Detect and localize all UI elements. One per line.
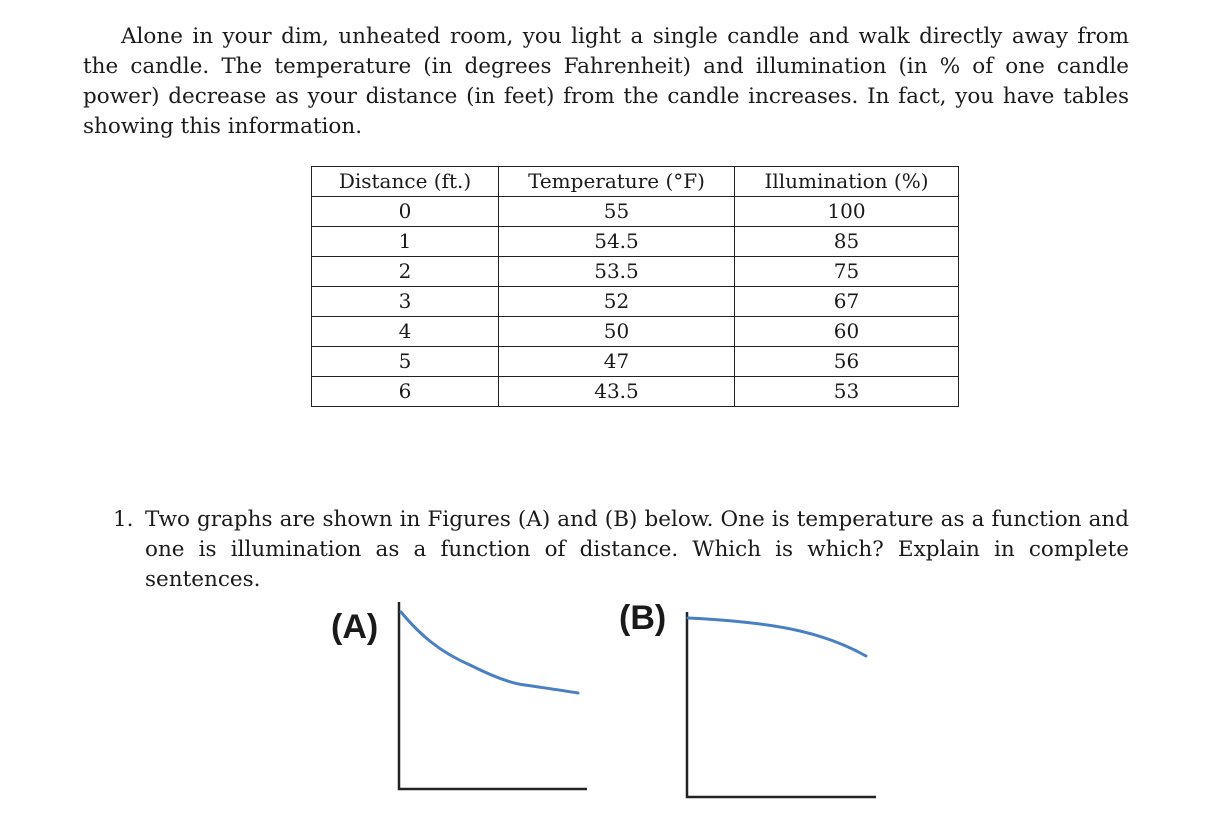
cell-illumination: 56	[735, 347, 959, 377]
figure-b	[687, 612, 876, 797]
cell-temperature: 53.5	[499, 257, 735, 287]
cell-temperature: 55	[499, 197, 735, 227]
data-table	[311, 166, 959, 407]
cell-illumination: 67	[735, 287, 959, 317]
table-header-row	[312, 167, 959, 197]
table-row	[312, 287, 959, 317]
cell-distance: 6	[312, 377, 499, 407]
cell-illumination: 85	[735, 227, 959, 257]
cell-distance: 2	[312, 257, 499, 287]
cell-distance: 4	[312, 317, 499, 347]
cell-distance: 1	[312, 227, 499, 257]
table-row	[312, 257, 959, 287]
figure-a-curve	[401, 612, 578, 693]
intro-paragraph: Alone in your dim, unheated room, you light a single candle and walk directly away from the candle. The temperature (in degrees Fahrenheit) and illumination (in % of one candle power) decrease as your distance (in feet) from the candle increases. In fact, you have tables showing this information.	[83, 24, 1129, 139]
question-1	[113, 505, 1129, 595]
cell-temperature: 54.5	[499, 227, 735, 257]
cell-distance: 3	[312, 287, 499, 317]
cell-illumination: 53	[735, 377, 959, 407]
table-row	[312, 227, 959, 257]
cell-distance: 0	[312, 197, 499, 227]
question-number: 1.	[113, 507, 134, 532]
table-row	[312, 197, 959, 227]
cell-temperature: 52	[499, 287, 735, 317]
cell-illumination: 100	[735, 197, 959, 227]
header-temperature: Temperature (°F)	[499, 167, 735, 197]
figure-a	[399, 602, 587, 789]
table-row	[312, 377, 959, 407]
header-distance: Distance (ft.)	[312, 167, 499, 197]
cell-temperature: 43.5	[499, 377, 735, 407]
question-text: Two graphs are shown in Figures (A) and (B) below. One is temperature as a function and one is illumination as a function of distance. Which is which? Explain in complete sentences.	[145, 507, 1129, 592]
cell-illumination: 75	[735, 257, 959, 287]
cell-illumination: 60	[735, 317, 959, 347]
header-illumination: Illumination (%)	[735, 167, 959, 197]
cell-temperature: 47	[499, 347, 735, 377]
figure-a-axes	[399, 602, 587, 789]
table-row	[312, 317, 959, 347]
figure-b-curve	[688, 618, 866, 656]
table-row	[312, 347, 959, 377]
cell-temperature: 50	[499, 317, 735, 347]
figure-b-axes	[687, 612, 876, 797]
figure-b-label: (B)	[619, 599, 667, 637]
cell-distance: 5	[312, 347, 499, 377]
figure-a-label: (A)	[331, 608, 379, 646]
